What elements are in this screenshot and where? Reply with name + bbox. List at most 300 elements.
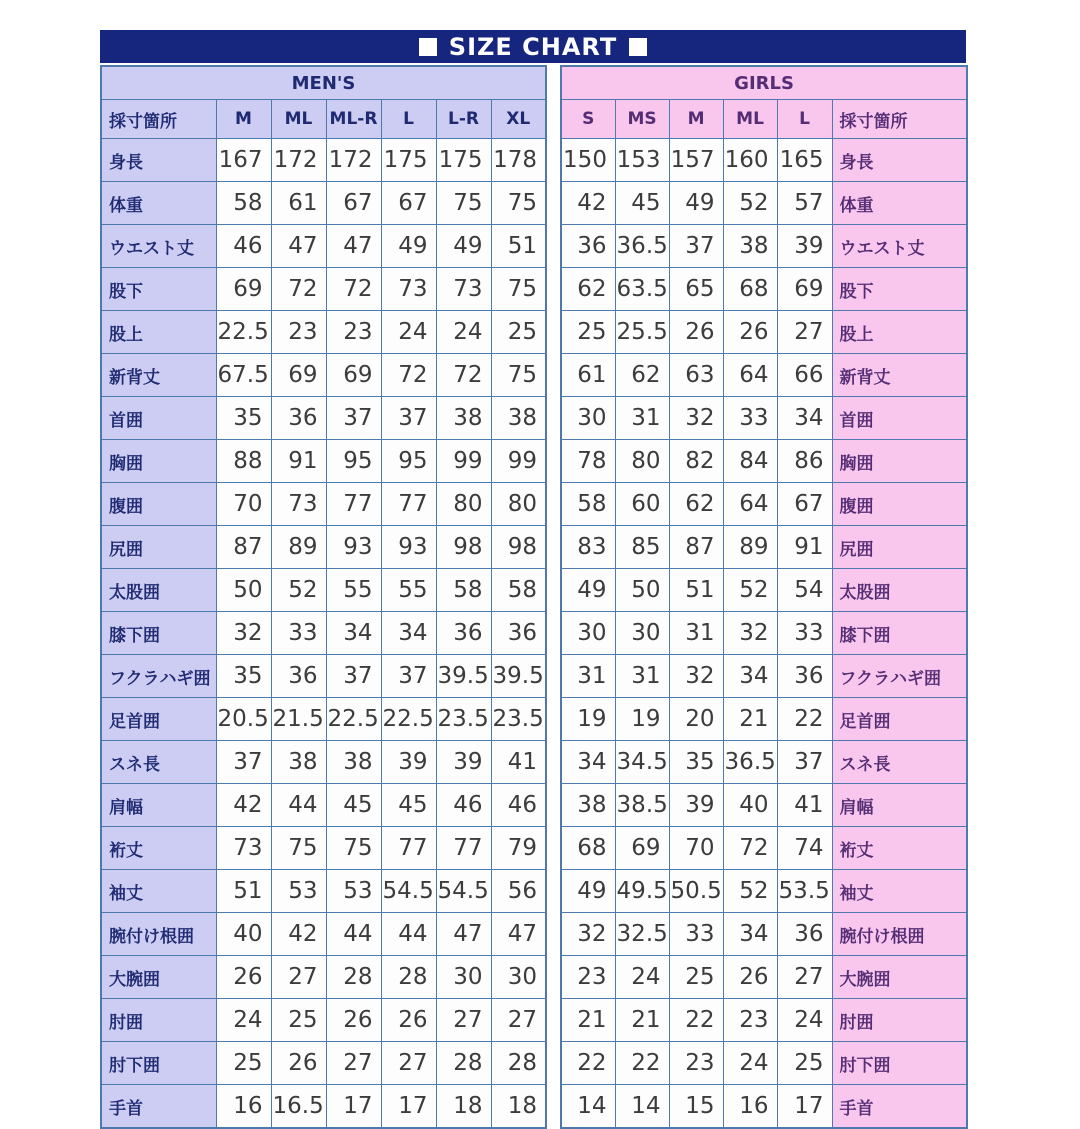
table-row (101, 784, 546, 827)
value-cell: 88 (216, 440, 271, 483)
row-label-cell: 股下 (832, 268, 967, 311)
table-row (101, 870, 546, 913)
value-cell: 73 (216, 827, 271, 870)
value-cell: 19 (561, 698, 615, 741)
value-cell: 22.5 (326, 698, 381, 741)
size-column-header: MS (615, 100, 669, 139)
value-cell: 160 (723, 139, 777, 182)
value-cell: 67 (381, 182, 436, 225)
value-cell: 35 (216, 397, 271, 440)
value-cell: 87 (669, 526, 723, 569)
value-cell: 175 (381, 139, 436, 182)
value-cell: 72 (271, 268, 326, 311)
table-row (561, 741, 967, 784)
value-cell: 49 (561, 870, 615, 913)
value-cell: 36 (271, 397, 326, 440)
value-cell: 26 (216, 956, 271, 999)
value-cell: 23.5 (436, 698, 491, 741)
value-cell: 32 (723, 612, 777, 655)
value-cell: 75 (491, 354, 546, 397)
size-column-header: ML-R (326, 100, 381, 139)
value-cell: 172 (326, 139, 381, 182)
value-cell: 69 (777, 268, 832, 311)
row-label-cell: 胸囲 (832, 440, 967, 483)
value-cell: 80 (615, 440, 669, 483)
value-cell: 41 (491, 741, 546, 784)
value-cell: 77 (326, 483, 381, 526)
row-label-cell: 股上 (832, 311, 967, 354)
value-cell: 54.5 (436, 870, 491, 913)
size-column-header: M (216, 100, 271, 139)
value-cell: 72 (723, 827, 777, 870)
value-cell: 28 (326, 956, 381, 999)
row-label-cell: 体重 (832, 182, 967, 225)
row-label-cell: スネ長 (832, 741, 967, 784)
value-cell: 27 (326, 1042, 381, 1085)
value-cell: 80 (491, 483, 546, 526)
row-label-cell: ウエスト丈 (832, 225, 967, 268)
size-column-header: L (381, 100, 436, 139)
value-cell: 42 (216, 784, 271, 827)
row-label-cell: 手首 (101, 1085, 216, 1129)
table-row (101, 741, 546, 784)
table-row (101, 1085, 546, 1129)
value-cell: 24 (723, 1042, 777, 1085)
girls-column-header-row (561, 100, 967, 139)
value-cell: 42 (561, 182, 615, 225)
value-cell: 31 (669, 612, 723, 655)
value-cell: 86 (777, 440, 832, 483)
size-tables (100, 65, 966, 1129)
value-cell: 63.5 (615, 268, 669, 311)
value-cell: 34 (723, 655, 777, 698)
value-cell: 36 (271, 655, 326, 698)
value-cell: 34 (381, 612, 436, 655)
size-column-header: ML (723, 100, 777, 139)
value-cell: 62 (615, 354, 669, 397)
value-cell: 62 (561, 268, 615, 311)
table-row (561, 999, 967, 1042)
row-label-cell: 大腕囲 (101, 956, 216, 999)
value-cell: 38.5 (615, 784, 669, 827)
value-cell: 30 (615, 612, 669, 655)
value-cell: 87 (216, 526, 271, 569)
value-cell: 25 (669, 956, 723, 999)
table-row (101, 612, 546, 655)
value-cell: 39 (381, 741, 436, 784)
value-cell: 55 (326, 569, 381, 612)
row-label-cell: 太股囲 (101, 569, 216, 612)
row-label-cell: 首囲 (832, 397, 967, 440)
value-cell: 33 (777, 612, 832, 655)
value-cell: 23 (326, 311, 381, 354)
value-cell: 58 (491, 569, 546, 612)
value-cell: 39 (777, 225, 832, 268)
value-cell: 46 (436, 784, 491, 827)
value-cell: 25 (491, 311, 546, 354)
value-cell: 24 (436, 311, 491, 354)
row-label-cell: 肩幅 (101, 784, 216, 827)
value-cell: 24 (777, 999, 832, 1042)
value-cell: 37 (669, 225, 723, 268)
value-cell: 38 (561, 784, 615, 827)
value-cell: 15 (669, 1085, 723, 1129)
value-cell: 153 (615, 139, 669, 182)
value-cell: 150 (561, 139, 615, 182)
size-chart-banner (100, 30, 966, 63)
value-cell: 61 (271, 182, 326, 225)
row-label-cell: 肩幅 (832, 784, 967, 827)
value-cell: 37 (326, 655, 381, 698)
value-cell: 23 (271, 311, 326, 354)
row-label-cell: 新背丈 (832, 354, 967, 397)
value-cell: 49 (561, 569, 615, 612)
value-cell: 58 (561, 483, 615, 526)
row-label-cell: ウエスト丈 (101, 225, 216, 268)
value-cell: 44 (271, 784, 326, 827)
value-cell: 30 (491, 956, 546, 999)
size-column-header: L-R (436, 100, 491, 139)
value-cell: 32 (669, 397, 723, 440)
table-row (561, 182, 967, 225)
value-cell: 25.5 (615, 311, 669, 354)
value-cell: 38 (436, 397, 491, 440)
value-cell: 28 (381, 956, 436, 999)
value-cell: 80 (436, 483, 491, 526)
value-cell: 34 (777, 397, 832, 440)
row-label-cell: フクラハギ囲 (101, 655, 216, 698)
value-cell: 85 (615, 526, 669, 569)
value-cell: 46 (491, 784, 546, 827)
value-cell: 33 (669, 913, 723, 956)
value-cell: 23 (561, 956, 615, 999)
table-row (561, 698, 967, 741)
size-column-header: ML (271, 100, 326, 139)
table-row (101, 956, 546, 999)
value-cell: 157 (669, 139, 723, 182)
row-label-cell: 身長 (832, 139, 967, 182)
table-row (561, 784, 967, 827)
value-cell: 98 (491, 526, 546, 569)
table-row (101, 526, 546, 569)
value-cell: 39.5 (436, 655, 491, 698)
row-label-cell: フクラハギ囲 (832, 655, 967, 698)
value-cell: 99 (436, 440, 491, 483)
table-row (561, 1042, 967, 1085)
value-cell: 27 (777, 311, 832, 354)
value-cell: 95 (326, 440, 381, 483)
value-cell: 17 (381, 1085, 436, 1129)
value-cell: 75 (436, 182, 491, 225)
value-cell: 30 (561, 397, 615, 440)
value-cell: 16 (723, 1085, 777, 1129)
table-row (561, 956, 967, 999)
value-cell: 42 (271, 913, 326, 956)
value-cell: 64 (723, 354, 777, 397)
table-row (561, 225, 967, 268)
table-row (561, 612, 967, 655)
row-label-cell: 尻囲 (101, 526, 216, 569)
value-cell: 16.5 (271, 1085, 326, 1129)
value-cell: 69 (326, 354, 381, 397)
size-column-header: S (561, 100, 615, 139)
table-row (101, 1042, 546, 1085)
value-cell: 98 (436, 526, 491, 569)
value-cell: 91 (271, 440, 326, 483)
value-cell: 34 (561, 741, 615, 784)
row-label-cell: 太股囲 (832, 569, 967, 612)
value-cell: 75 (491, 268, 546, 311)
value-cell: 175 (436, 139, 491, 182)
value-cell: 32 (561, 913, 615, 956)
table-row (101, 354, 546, 397)
value-cell: 44 (381, 913, 436, 956)
value-cell: 34 (326, 612, 381, 655)
value-cell: 47 (326, 225, 381, 268)
value-cell: 36 (561, 225, 615, 268)
value-cell: 26 (669, 311, 723, 354)
value-cell: 19 (615, 698, 669, 741)
value-cell: 50 (216, 569, 271, 612)
value-cell: 73 (271, 483, 326, 526)
value-cell: 35 (669, 741, 723, 784)
value-cell: 58 (436, 569, 491, 612)
value-cell: 69 (216, 268, 271, 311)
value-cell: 24 (615, 956, 669, 999)
row-label-cell: 新背丈 (101, 354, 216, 397)
value-cell: 167 (216, 139, 271, 182)
value-cell: 46 (216, 225, 271, 268)
row-label-cell: 袖丈 (832, 870, 967, 913)
value-cell: 69 (271, 354, 326, 397)
value-cell: 38 (491, 397, 546, 440)
value-cell: 72 (326, 268, 381, 311)
table-row (101, 827, 546, 870)
value-cell: 52 (271, 569, 326, 612)
value-cell: 27 (271, 956, 326, 999)
row-label-cell: 肘囲 (832, 999, 967, 1042)
value-cell: 35 (216, 655, 271, 698)
table-row (561, 268, 967, 311)
row-label-cell: 袖丈 (101, 870, 216, 913)
table-row (101, 225, 546, 268)
row-label-cell: 身長 (101, 139, 216, 182)
value-cell: 50 (615, 569, 669, 612)
value-cell: 44 (326, 913, 381, 956)
value-cell: 38 (723, 225, 777, 268)
value-cell: 22.5 (381, 698, 436, 741)
value-cell: 52 (723, 569, 777, 612)
table-row (101, 139, 546, 182)
value-cell: 67 (326, 182, 381, 225)
value-cell: 47 (491, 913, 546, 956)
value-cell: 16 (216, 1085, 271, 1129)
value-cell: 39.5 (491, 655, 546, 698)
value-cell: 56 (491, 870, 546, 913)
value-cell: 25 (271, 999, 326, 1042)
row-label-cell: 肘下囲 (101, 1042, 216, 1085)
value-cell: 47 (271, 225, 326, 268)
table-row (101, 913, 546, 956)
value-cell: 72 (381, 354, 436, 397)
value-cell: 64 (723, 483, 777, 526)
value-cell: 32.5 (615, 913, 669, 956)
table-row (561, 397, 967, 440)
value-cell: 21.5 (271, 698, 326, 741)
value-cell: 26 (326, 999, 381, 1042)
value-cell: 93 (381, 526, 436, 569)
value-cell: 36 (777, 913, 832, 956)
value-cell: 70 (216, 483, 271, 526)
table-row (101, 182, 546, 225)
value-cell: 77 (381, 483, 436, 526)
value-cell: 84 (723, 440, 777, 483)
girls-section-row (561, 66, 967, 100)
row-label-cell: 膝下囲 (101, 612, 216, 655)
value-cell: 45 (615, 182, 669, 225)
value-cell: 24 (216, 999, 271, 1042)
value-cell: 27 (777, 956, 832, 999)
row-label-cell: スネ長 (101, 741, 216, 784)
value-cell: 99 (491, 440, 546, 483)
value-cell: 54.5 (381, 870, 436, 913)
table-row (561, 655, 967, 698)
value-cell: 66 (777, 354, 832, 397)
value-cell: 91 (777, 526, 832, 569)
value-cell: 34.5 (615, 741, 669, 784)
size-column-header: M (669, 100, 723, 139)
value-cell: 36 (777, 655, 832, 698)
value-cell: 28 (436, 1042, 491, 1085)
value-cell: 55 (381, 569, 436, 612)
value-cell: 75 (271, 827, 326, 870)
value-cell: 26 (271, 1042, 326, 1085)
value-cell: 53 (271, 870, 326, 913)
row-header-label: 採寸箇所 (832, 100, 967, 139)
value-cell: 20.5 (216, 698, 271, 741)
value-cell: 23 (669, 1042, 723, 1085)
value-cell: 36.5 (615, 225, 669, 268)
table-row (101, 999, 546, 1042)
value-cell: 37 (381, 655, 436, 698)
value-cell: 51 (491, 225, 546, 268)
value-cell: 75 (326, 827, 381, 870)
value-cell: 36 (491, 612, 546, 655)
value-cell: 61 (561, 354, 615, 397)
table-row (561, 440, 967, 483)
value-cell: 18 (491, 1085, 546, 1129)
table-row (561, 311, 967, 354)
row-label-cell: 大腕囲 (832, 956, 967, 999)
value-cell: 49 (436, 225, 491, 268)
value-cell: 38 (326, 741, 381, 784)
value-cell: 79 (491, 827, 546, 870)
value-cell: 23 (723, 999, 777, 1042)
value-cell: 62 (669, 483, 723, 526)
value-cell: 32 (669, 655, 723, 698)
table-row (101, 440, 546, 483)
girls-size-table (560, 65, 968, 1129)
value-cell: 25 (777, 1042, 832, 1085)
table-row (561, 870, 967, 913)
value-cell: 72 (436, 354, 491, 397)
value-cell: 67.5 (216, 354, 271, 397)
value-cell: 52 (723, 182, 777, 225)
table-row (101, 268, 546, 311)
value-cell: 36.5 (723, 741, 777, 784)
row-label-cell: 腹囲 (832, 483, 967, 526)
table-row (561, 569, 967, 612)
row-label-cell: 股上 (101, 311, 216, 354)
value-cell: 21 (615, 999, 669, 1042)
value-cell: 49 (381, 225, 436, 268)
table-row (101, 311, 546, 354)
row-label-cell: 裄丈 (832, 827, 967, 870)
table-row (101, 698, 546, 741)
size-chart (100, 30, 966, 1129)
row-label-cell: 裄丈 (101, 827, 216, 870)
value-cell: 172 (271, 139, 326, 182)
value-cell: 75 (491, 182, 546, 225)
value-cell: 30 (561, 612, 615, 655)
value-cell: 58 (216, 182, 271, 225)
value-cell: 17 (777, 1085, 832, 1129)
row-label-cell: 首囲 (101, 397, 216, 440)
table-row (561, 483, 967, 526)
value-cell: 39 (436, 741, 491, 784)
row-label-cell: 肘囲 (101, 999, 216, 1042)
value-cell: 53 (326, 870, 381, 913)
value-cell: 30 (436, 956, 491, 999)
value-cell: 18 (436, 1085, 491, 1129)
value-cell: 52 (723, 870, 777, 913)
value-cell: 49 (669, 182, 723, 225)
row-label-cell: 胸囲 (101, 440, 216, 483)
value-cell: 49.5 (615, 870, 669, 913)
value-cell: 31 (561, 655, 615, 698)
mens-column-header-row (101, 100, 546, 139)
value-cell: 95 (381, 440, 436, 483)
value-cell: 68 (561, 827, 615, 870)
row-label-cell: 足首囲 (101, 698, 216, 741)
table-row (561, 827, 967, 870)
row-label-cell: 腹囲 (101, 483, 216, 526)
value-cell: 24 (381, 311, 436, 354)
value-cell: 21 (723, 698, 777, 741)
table-row (101, 655, 546, 698)
value-cell: 45 (326, 784, 381, 827)
value-cell: 82 (669, 440, 723, 483)
value-cell: 41 (777, 784, 832, 827)
row-label-cell: 手首 (832, 1085, 967, 1129)
row-label-cell: 肘下囲 (832, 1042, 967, 1085)
value-cell: 178 (491, 139, 546, 182)
value-cell: 22 (561, 1042, 615, 1085)
value-cell: 26 (723, 956, 777, 999)
value-cell: 21 (561, 999, 615, 1042)
value-cell: 93 (326, 526, 381, 569)
row-label-cell: 体重 (101, 182, 216, 225)
value-cell: 22 (669, 999, 723, 1042)
mens-section-row (101, 66, 546, 100)
table-row (561, 913, 967, 956)
value-cell: 22 (615, 1042, 669, 1085)
mens-section-title: MEN'S (101, 66, 546, 100)
value-cell: 37 (777, 741, 832, 784)
size-column-header: L (777, 100, 832, 139)
value-cell: 23.5 (491, 698, 546, 741)
value-cell: 14 (561, 1085, 615, 1129)
